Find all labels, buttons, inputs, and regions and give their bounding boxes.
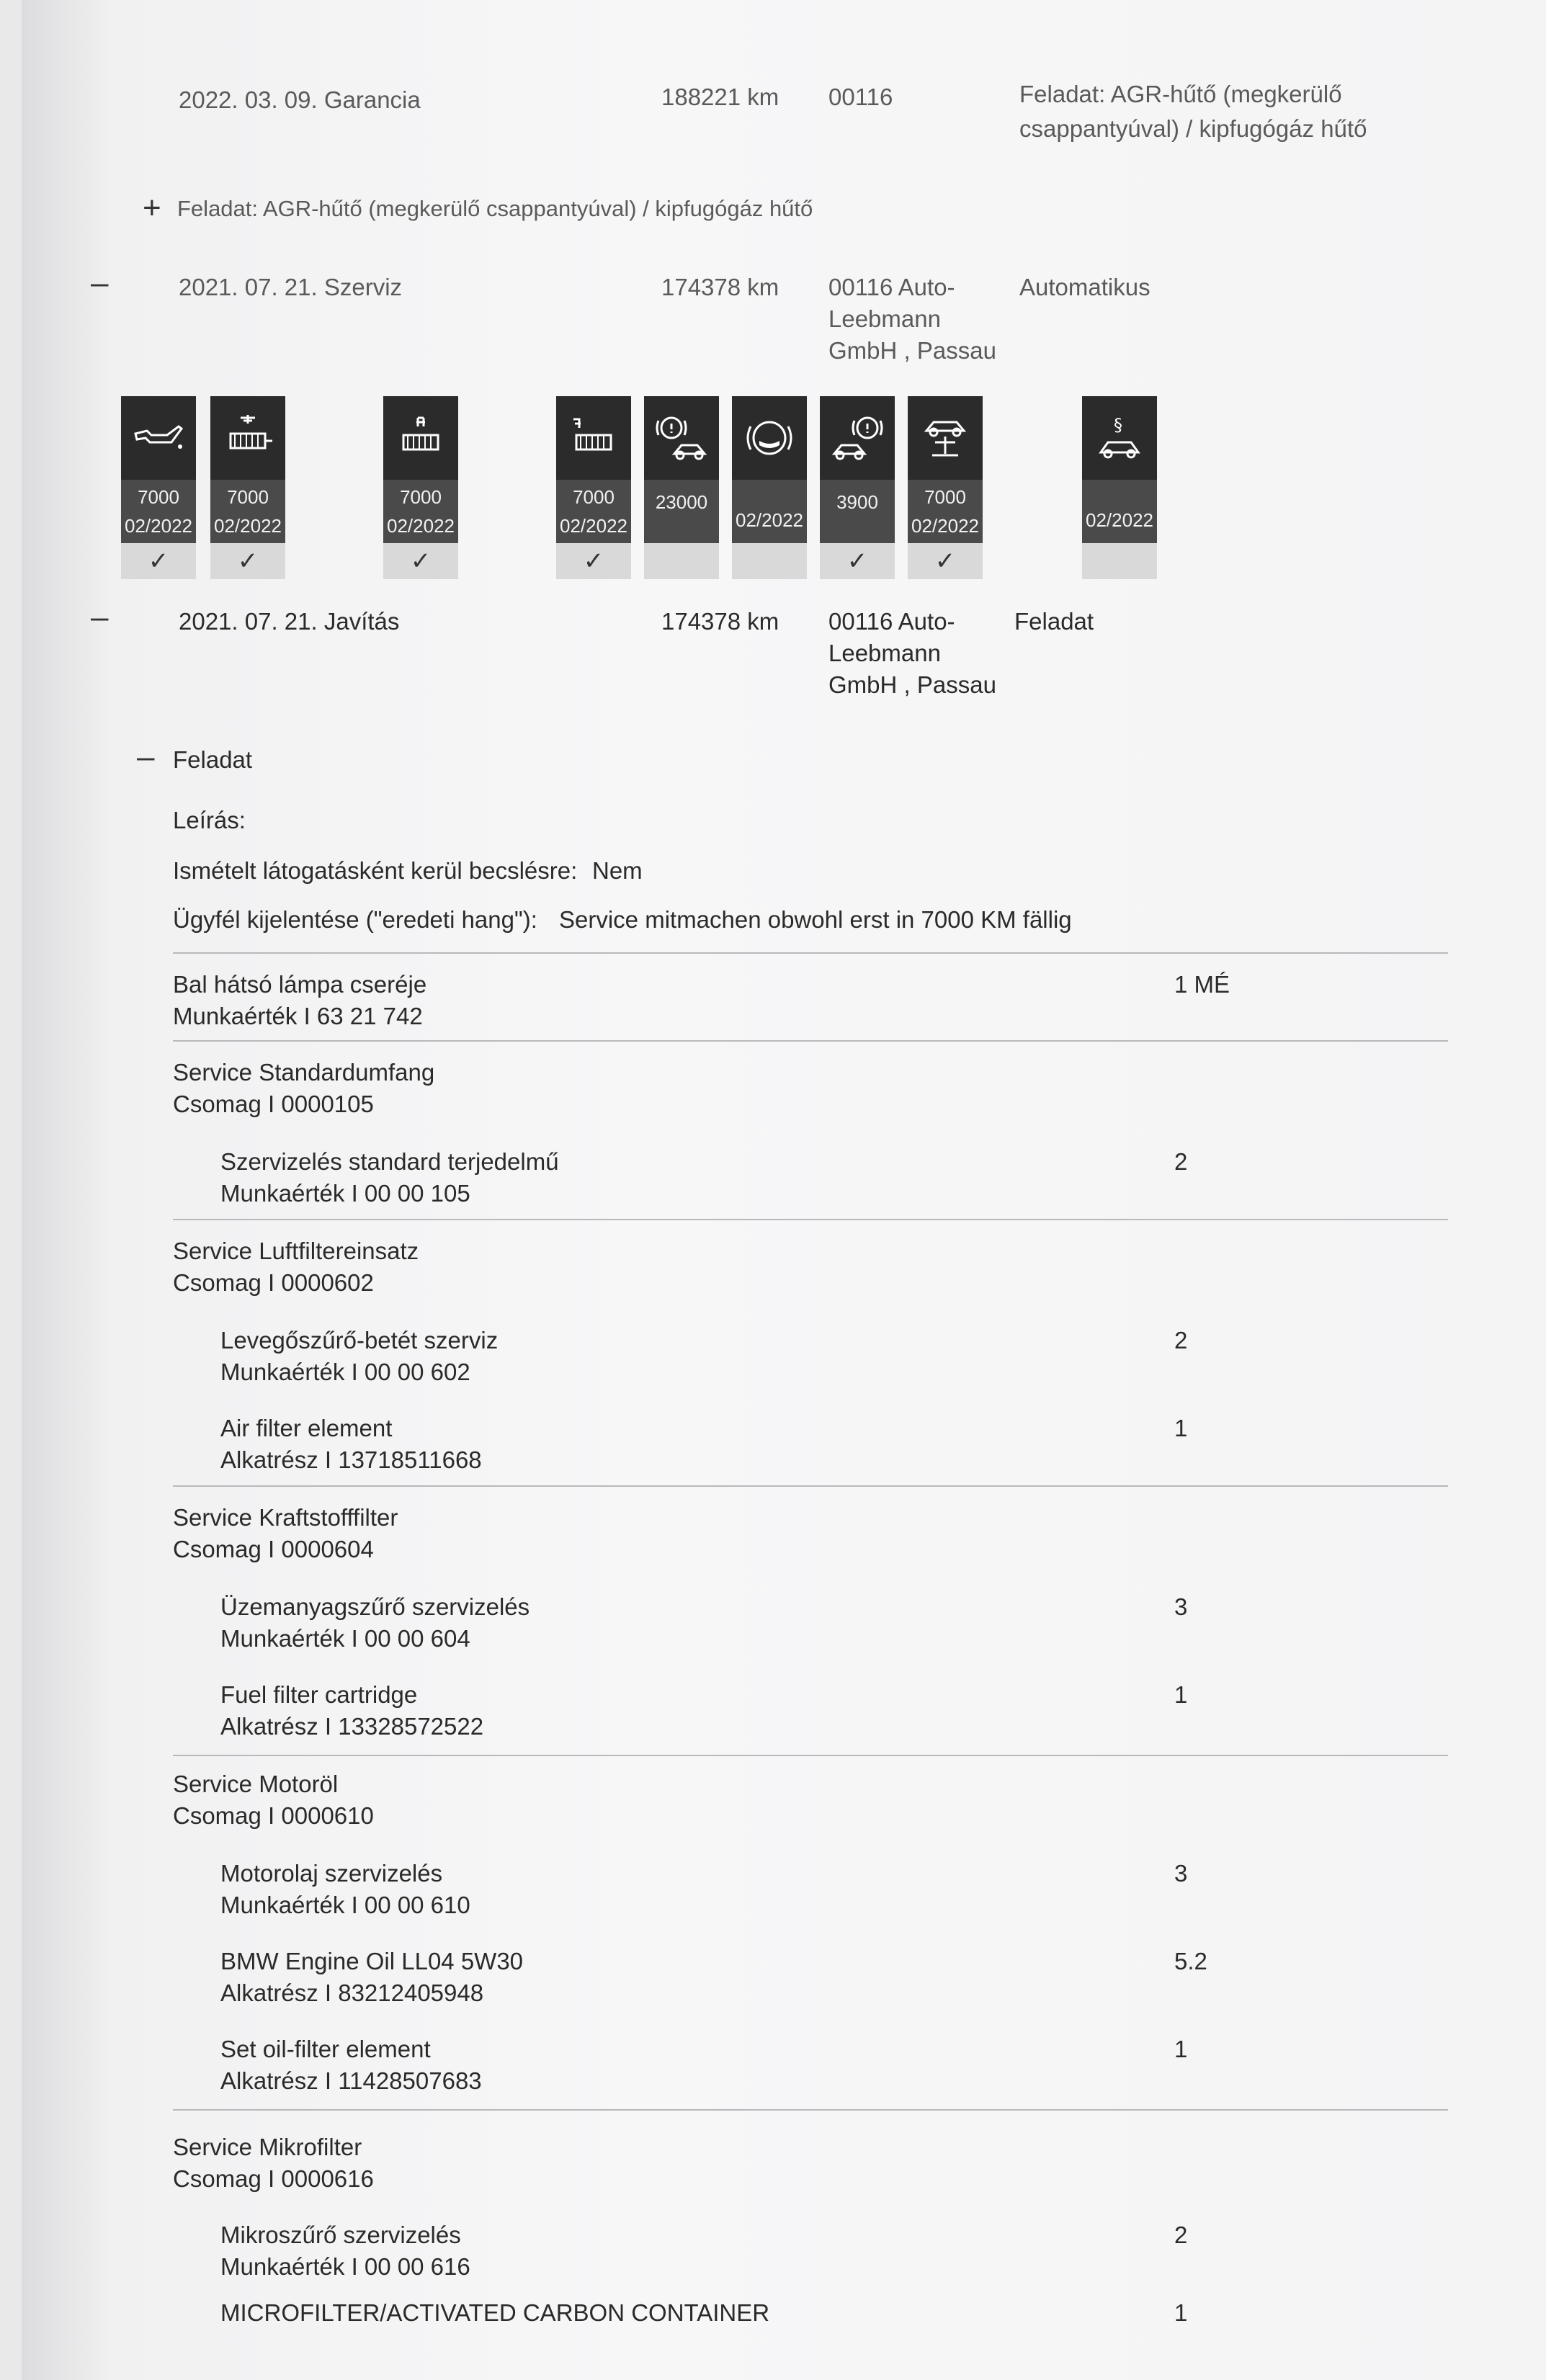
- service-indicator: [383, 396, 458, 579]
- vehicle-check-icon: [916, 409, 974, 467]
- job-item-quantity: 1 MÉ: [1174, 971, 1230, 998]
- entry-dealer-line: GmbH , Passau: [828, 337, 996, 364]
- entry-dealer-line: 00116 Auto-: [828, 274, 955, 300]
- entry-km: 174378 km: [661, 608, 779, 635]
- service-indicator: [556, 396, 631, 579]
- section-divider: [173, 1755, 1448, 1756]
- job-item-code: Munkaérték I 00 00 610: [220, 1892, 470, 1918]
- service-history-page: [22, 0, 1546, 2380]
- entry-task-line1: Feladat: AGR-hűtő (megkerülő: [1019, 81, 1342, 107]
- checkmark-icon: [1082, 543, 1157, 579]
- customer-statement-label: Ügyfél kijelentése ("eredeti hang"):: [173, 906, 537, 933]
- task-title: Feladat: [173, 746, 253, 773]
- job-item-title: Service Kraftstofffilter: [173, 1504, 398, 1531]
- job-item-code: Munkaérték I 00 00 604: [220, 1625, 470, 1652]
- checkmark-icon: ✓: [820, 543, 895, 579]
- fuel-filter-icon: [392, 409, 450, 467]
- job-item-code: Csomag I 0000610: [173, 1802, 374, 1829]
- job-item-code: Munkaérték I 63 21 742: [173, 1003, 423, 1029]
- entry-dealer-line: GmbH , Passau: [828, 671, 996, 698]
- job-item-code: Csomag I 0000616: [173, 2165, 374, 2192]
- entry-dealer-line: 00116 Auto-: [828, 608, 955, 635]
- indicator-date: 02/2022: [387, 514, 455, 537]
- entry-dealer-line: Leebmann: [828, 640, 941, 666]
- indicator-date: 02/2022: [125, 514, 192, 537]
- job-item-quantity: 1: [1174, 1681, 1188, 1708]
- job-item-title: Air filter element: [220, 1415, 393, 1441]
- job-item-title: Bal hátsó lámpa cseréje: [173, 971, 427, 998]
- job-item-quantity: 3: [1174, 1593, 1188, 1620]
- checkmark-icon: ✓: [383, 543, 458, 579]
- checkmark-icon: ✓: [908, 543, 983, 579]
- checkmark-icon: [732, 543, 807, 579]
- job-item-quantity: 2: [1174, 1327, 1188, 1354]
- job-item-code: Munkaérték I 00 00 105: [220, 1180, 470, 1207]
- job-item-title: Service Standardumfang: [173, 1059, 435, 1086]
- front-brake-icon: [653, 409, 710, 467]
- entry-status: Automatikus: [1019, 274, 1150, 300]
- job-item-code: Csomag I 0000604: [173, 1536, 374, 1562]
- job-item-code: Alkatrész I 13718511668: [220, 1446, 482, 1473]
- svg-text:§: §: [1114, 415, 1122, 435]
- job-item-quantity: 2: [1174, 1148, 1188, 1175]
- entry-date-type: 2021. 07. 21. Szerviz: [179, 274, 403, 300]
- service-indicator: [732, 396, 807, 579]
- rear-brake-icon: [828, 409, 886, 467]
- section-divider: [173, 1485, 1448, 1487]
- job-item-quantity: 2: [1174, 2222, 1188, 2248]
- indicator-value: 23000: [655, 491, 708, 514]
- indicator-value: 7000: [400, 486, 442, 508]
- job-item-quantity: 1: [1174, 2036, 1188, 2062]
- repeat-visit-label: Ismételt látogatásként kerül becslésre:: [173, 857, 578, 884]
- indicator-date: 02/2022: [214, 514, 282, 537]
- job-item-title: Service Luftfiltereinsatz: [173, 1238, 419, 1264]
- entry-status: Feladat: [1014, 608, 1094, 635]
- job-item-title: Motorolaj szervizelés: [220, 1860, 443, 1887]
- indicator-date: 02/2022: [911, 514, 979, 537]
- job-item-title: Mikroszűrő szervizelés: [220, 2222, 461, 2248]
- indicator-date: 02/2022: [1086, 509, 1153, 531]
- job-item-title: Set oil-filter element: [220, 2036, 431, 2062]
- job-item-code: Csomag I 0000105: [173, 1091, 374, 1117]
- task-collapse-toggle[interactable]: –: [137, 739, 155, 774]
- inspection-icon: [1091, 409, 1148, 467]
- entry-km: 174378 km: [661, 274, 779, 300]
- customer-statement-value: Service mitmachen obwohl erst in 7000 KM fällig: [559, 906, 1072, 933]
- entry-task-line2: csappantyúval) / kipfugógáz hűtő: [1019, 115, 1367, 142]
- job-item-title: Üzemanyagszűrő szervizelés: [220, 1593, 530, 1620]
- indicator-value: 7000: [573, 486, 615, 508]
- checkmark-icon: ✓: [556, 543, 631, 579]
- indicator-date: 02/2022: [736, 509, 803, 531]
- checkmark-icon: [644, 543, 719, 579]
- entry-date-type: 2021. 07. 21. Javítás: [179, 608, 400, 635]
- section-divider: [173, 952, 1448, 954]
- oil-can-icon: [130, 409, 187, 467]
- expand-toggle[interactable]: +: [143, 190, 161, 225]
- job-item-code: Csomag I 0000602: [173, 1269, 374, 1296]
- job-item-code: Alkatrész I 13328572522: [220, 1713, 484, 1740]
- job-item-title: Szervizelés standard terjedelmű: [220, 1148, 559, 1175]
- entry-dealer: 00116: [828, 84, 893, 110]
- job-item-code: Alkatrész I 83212405948: [220, 1979, 484, 2006]
- entry-dealer-line: Leebmann: [828, 305, 941, 332]
- entry-date-type: 2022. 03. 09. Garancia: [179, 86, 421, 113]
- job-item-title: Service Mikrofilter: [173, 2134, 362, 2160]
- section-divider: [173, 1219, 1448, 1220]
- job-item-quantity: 1: [1174, 2299, 1188, 2326]
- section-divider: [173, 1040, 1448, 1042]
- indicator-date: 02/2022: [560, 514, 627, 537]
- air-filter-icon: [219, 409, 277, 467]
- job-item-quantity: 5.2: [1174, 1948, 1207, 1974]
- job-item-title: Levegőszűrő-betét szerviz: [220, 1327, 499, 1354]
- service-indicator: [1082, 396, 1157, 579]
- service-indicator: [908, 396, 983, 579]
- service-indicator: [820, 396, 895, 579]
- job-item-code: Munkaérték I 00 00 616: [220, 2253, 470, 2280]
- section-divider: [173, 2109, 1448, 2111]
- checkmark-icon: ✓: [210, 543, 285, 579]
- expand-row-label[interactable]: Feladat: AGR-hűtő (megkerülő csappantyúval) / kipfugógáz hűtő: [177, 196, 813, 221]
- service-indicator: [210, 396, 285, 579]
- job-item-quantity: 1: [1174, 1415, 1188, 1441]
- indicator-value: 3900: [836, 491, 878, 514]
- repeat-visit-value: Nem: [592, 857, 643, 884]
- job-item-title: BMW Engine Oil LL04 5W30: [220, 1948, 524, 1974]
- job-item-title: Service Motoröl: [173, 1771, 339, 1797]
- service-indicator: [644, 396, 719, 579]
- collapse-toggle[interactable]: –: [91, 265, 109, 300]
- indicator-value: 7000: [227, 486, 269, 508]
- entry-km: 188221 km: [661, 84, 779, 110]
- microfilter-icon: [565, 409, 622, 467]
- job-item-code: Alkatrész I 11428507683: [220, 2067, 482, 2094]
- job-item-title: MICROFILTER/ACTIVATED CARBON CONTAINER: [220, 2299, 770, 2326]
- job-item-code: Munkaérték I 00 00 602: [220, 1359, 470, 1385]
- description-label: Leírás:: [173, 807, 246, 833]
- indicator-value: 7000: [138, 486, 179, 508]
- brake-fluid-icon: [741, 409, 798, 467]
- collapse-toggle[interactable]: –: [91, 599, 109, 635]
- job-item-title: Fuel filter cartridge: [220, 1681, 418, 1708]
- indicator-value: 7000: [924, 486, 966, 508]
- job-item-quantity: 3: [1174, 1860, 1188, 1887]
- checkmark-icon: ✓: [121, 543, 196, 579]
- service-indicator: [121, 396, 196, 579]
